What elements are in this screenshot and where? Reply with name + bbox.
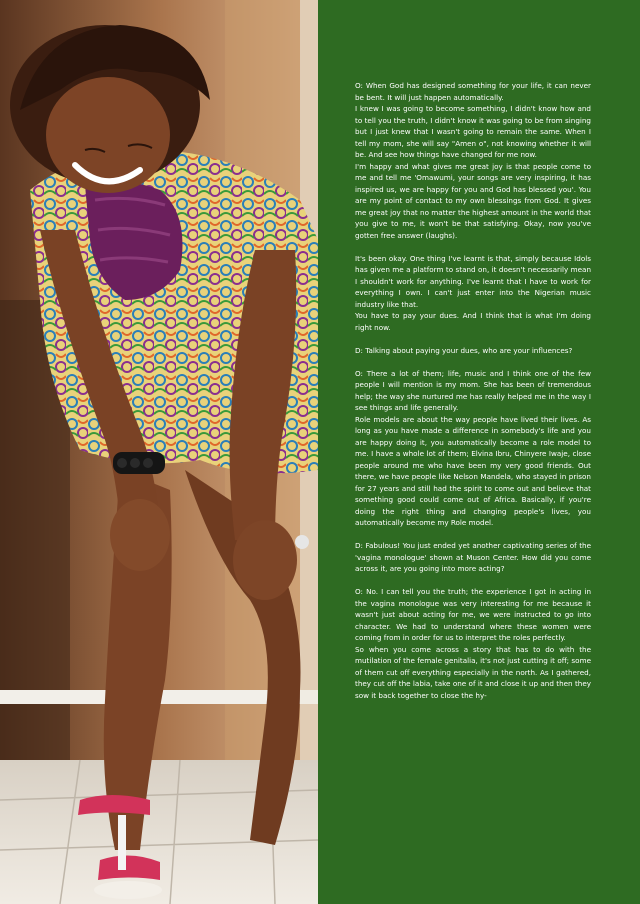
article-paragraph: I'm happy and what gives me great joy is that people come to me and tell me 'Omawumi, your songs are very inspiring, it has inspired us, we are happy for you and God has blessed you'. You are my point of contact to my own blessings from God. It gives me great joy that no matter the highest amount in the world that you give to me, it won't be that satisfying. Okay, now you've gotten free answer (laughs). xyxy=(355,161,591,240)
paragraph-spacer xyxy=(355,575,591,587)
text-column xyxy=(318,0,640,904)
article-paragraph: O: No. I can tell you the truth; the experience I got in acting in the vagina monologue was very interesting for me because it wasn't just about acting for me, we were instructed to go into character. We had to understand where these women were coming from in order for us to interpret the roles perfectly. xyxy=(355,587,591,642)
cover-photo xyxy=(0,0,318,904)
article-paragraph: You have to pay your dues. And I think that is what I'm doing right now. xyxy=(355,311,591,332)
photo-illustration xyxy=(0,0,318,904)
article-paragraph: O: There a lot of them; life, music and I think one of the few people I will mention is my mom. She has been of tremendous help; the way she nurtured me has really helped me in the way I see things and life generally. xyxy=(355,368,591,412)
paragraph-spacer xyxy=(355,241,591,253)
article-paragraph: Role models are about the way people have lived their lives. As long as you have made a difference in somebody's life and you are happy doing it, you automatically become a role model to me. I have a whole lot of them; Elvina Ibru, Chinyere Iwaje, close people around me who have been my very good friends. Out there, we have people like Nelson Mandela, who stayed in prison for 27 years and still had the spirit to come out and believe that something good could come out of Africa. Basically, if you're doing the right thing and changing people's lives, you automatically become my Role model. xyxy=(355,414,591,527)
paragraph-spacer xyxy=(355,356,591,368)
paragraph-spacer xyxy=(355,333,591,345)
interview-article xyxy=(355,80,591,701)
article-paragraph: I knew I was going to become something, I didn't know how and to tell you the truth, I didn't know it was going to be from singing but I just knew that I wasn't going to remain the same. When I tell my mom, she will say "Amen o", not knowing whether it will be. And see how things have changed for me now. xyxy=(355,104,591,159)
article-paragraph: O: When God has designed something for your life, it can never be bent. It will just happen automatically. xyxy=(355,81,591,102)
paragraph-spacer xyxy=(355,529,591,541)
article-paragraph: It's been okay. One thing I've learnt is that, simply because Idols has given me a platform to stand on, it doesn't necessarily mean I shouldn't work for anything. I've learnt that I have to work for everything I own. I can't just enter into the Nigerian music industry like that. xyxy=(355,253,591,309)
article-paragraph: So when you come across a story that has to do with the mutilation of the female genitalia, it's not just cutting it off; some of them cut off everything especially in the north. As I gathered, they cut off the labia, take one of it and close it up and then they sow it back together to close the hy- xyxy=(355,644,591,700)
article-paragraph: D: Fabulous! You just ended yet another captivating series of the 'vagina monologue' shown at Muson Center. How did you come across it, are you going into more acting? xyxy=(355,541,591,573)
article-paragraph: D: Talking about paying your dues, who are your influences? xyxy=(355,345,573,355)
